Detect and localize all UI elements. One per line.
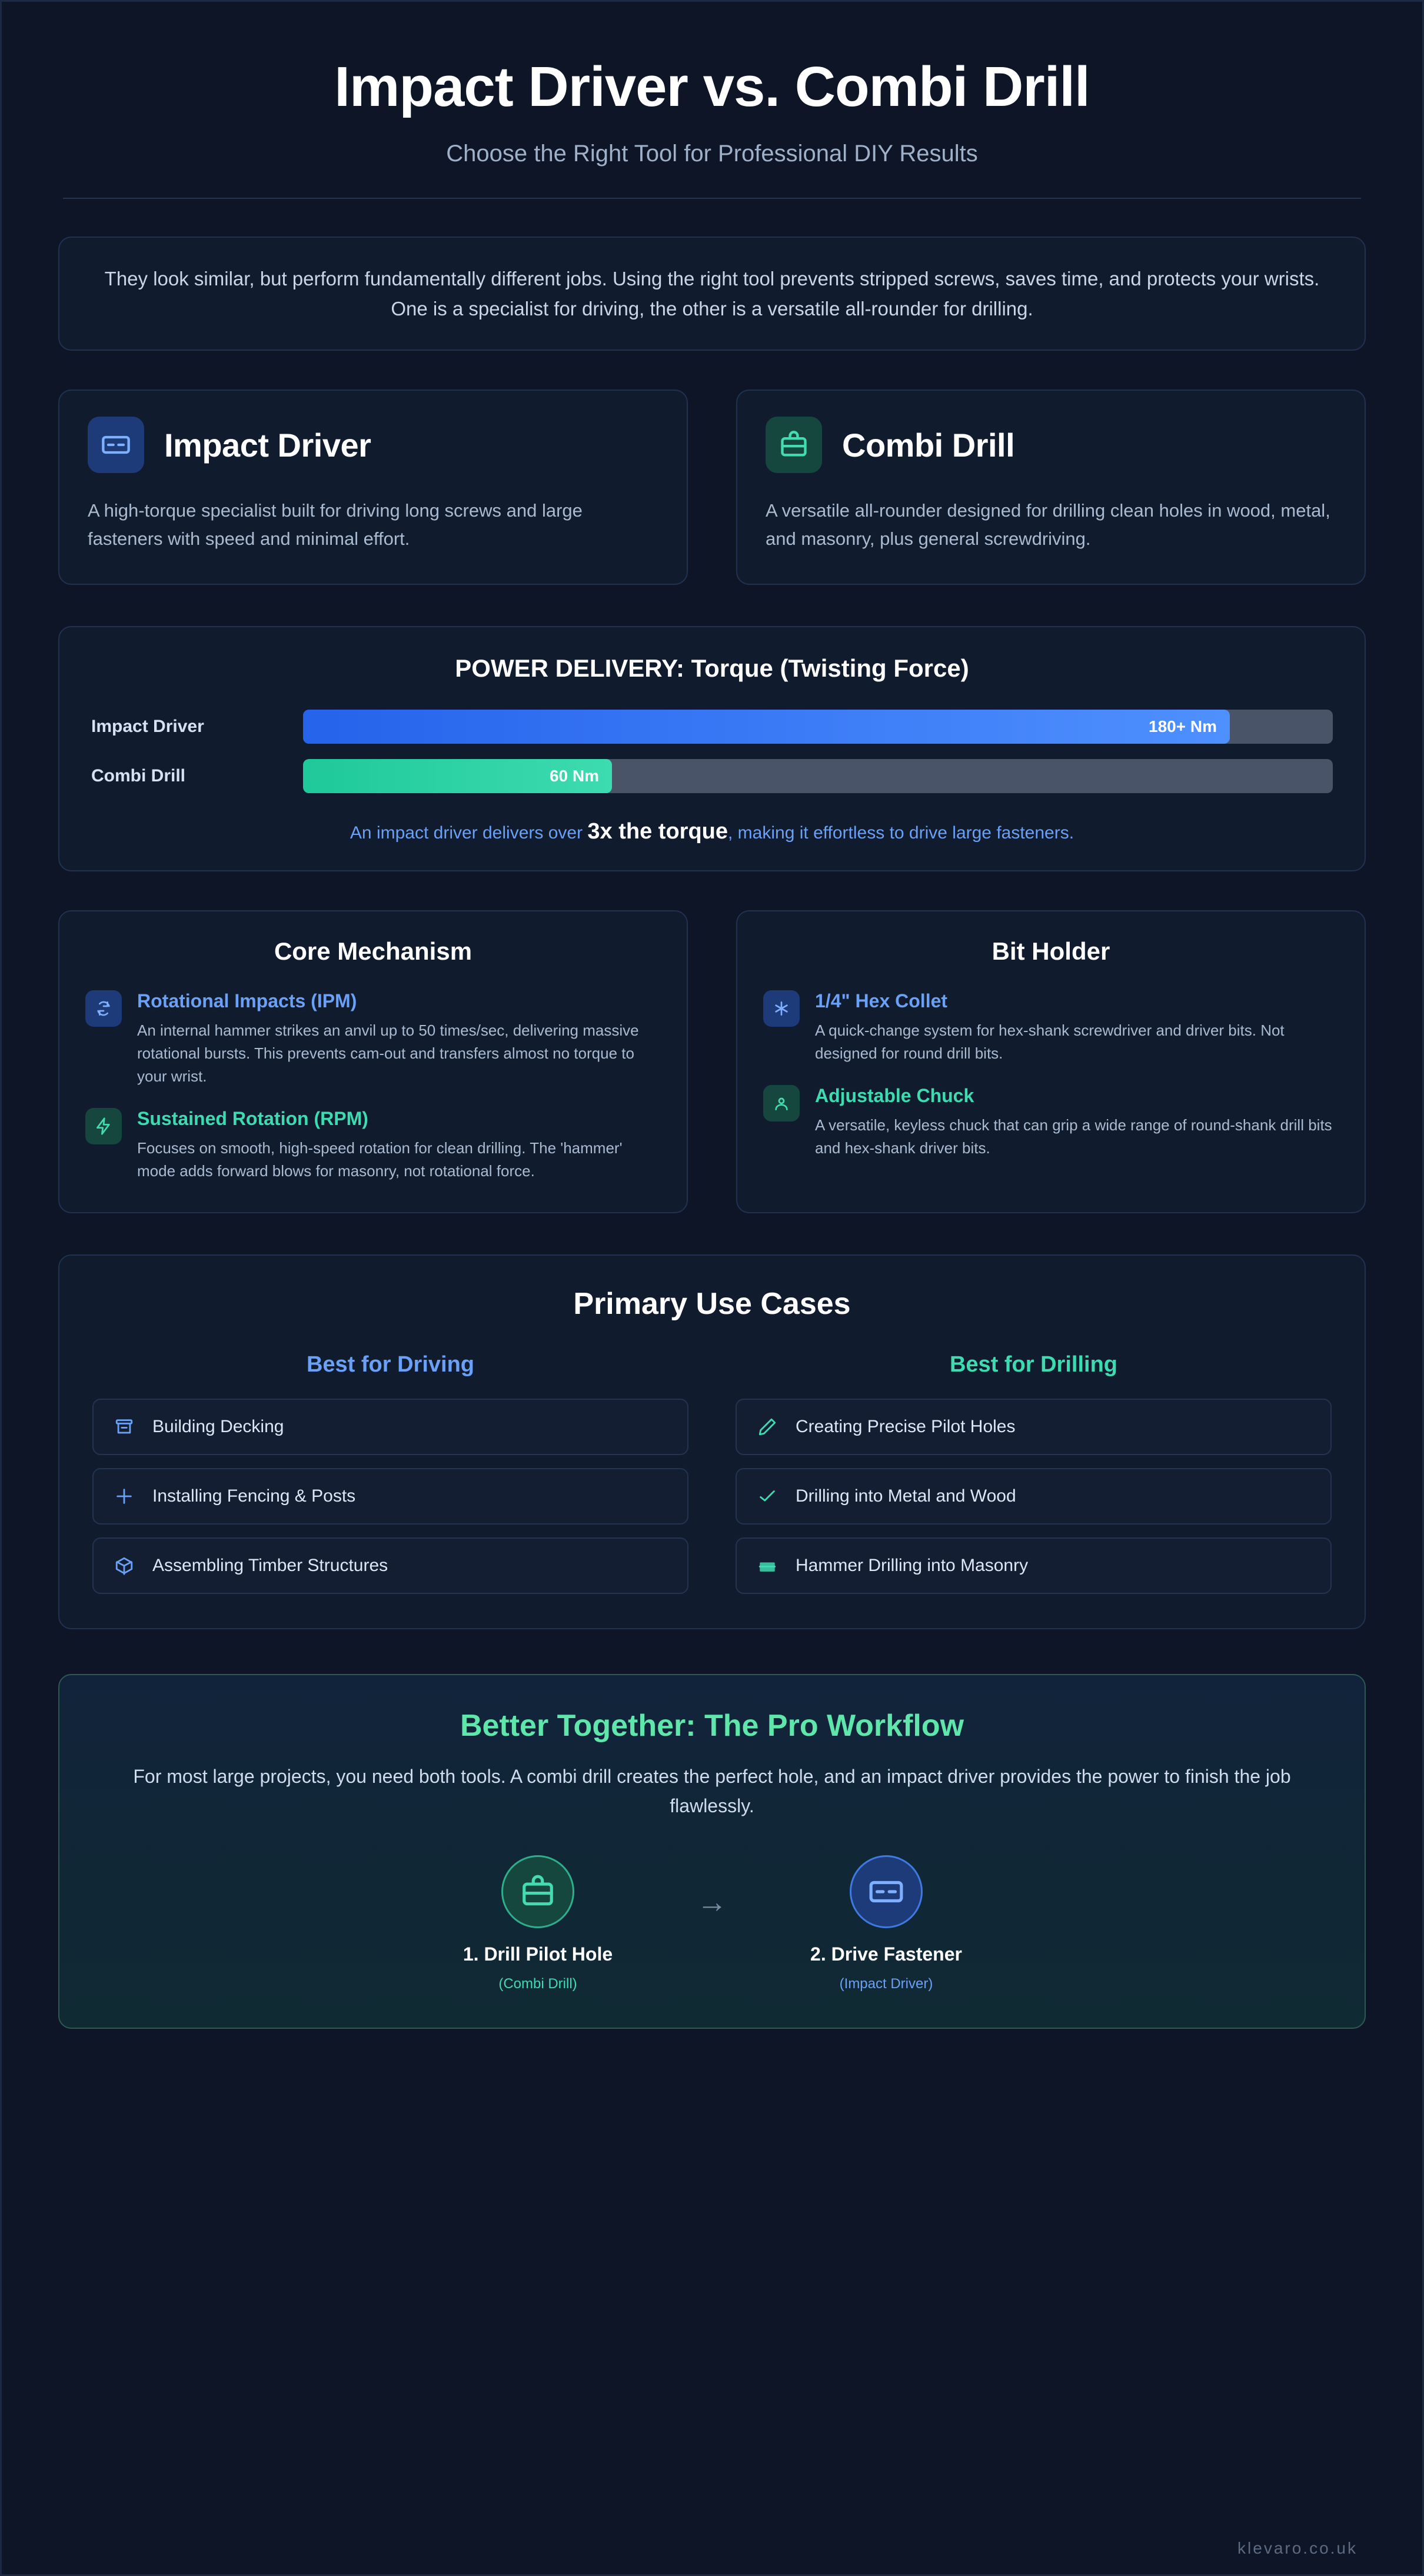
adjustable-chuck-icon <box>763 1085 800 1121</box>
workflow-text: For most large projects, you need both tools. A combi drill creates the perfect hole, and an impact driver provides the power to finish the job flawlessly. <box>133 1766 1291 1816</box>
feature-description: A versatile, keyless chuck that can grip a wide range of round-shank drill bits and hex-shank driver bits. <box>815 1116 1332 1157</box>
torque-bar-track <box>303 710 1333 744</box>
tool-cards <box>58 390 1366 585</box>
feature-title: Rotational Impacts (IPM) <box>137 990 357 1012</box>
use-case-item[interactable] <box>736 1468 1332 1525</box>
workflow-steps <box>95 1855 1329 1992</box>
feature-item <box>85 990 661 1088</box>
use-case-label: Hammer Drilling into Masonry <box>796 1556 1029 1576</box>
torque-bar-value: 180+ Nm <box>1149 717 1217 736</box>
feature-description: A quick-change system for hex-shank screwdriver and driver bits. Not designed for round drill bits. <box>815 1021 1285 1063</box>
feature-title: 1/4" Hex Collet <box>815 990 948 1012</box>
impact-driver-icon <box>850 1855 923 1928</box>
feature-item <box>85 1108 661 1183</box>
feature-description: Focuses on smooth, high-speed rotation for clean drilling. The 'hammer' mode adds forward blows for masonry, not rotational force. <box>137 1139 623 1180</box>
tool-name: Impact Driver <box>164 426 371 464</box>
workflow-arrow-icon: → <box>697 1885 727 1919</box>
use-case-label: Creating Precise Pilot Holes <box>796 1417 1016 1437</box>
decking-icon <box>111 1414 137 1440</box>
use-cases-title: Primary Use Cases <box>573 1287 851 1322</box>
torque-bar-value: 60 Nm <box>549 767 599 786</box>
torque-bar-fill <box>303 759 612 793</box>
tool-card-header <box>766 417 1336 473</box>
torque-section <box>58 626 1366 871</box>
workflow-step-tool: (Impact Driver) <box>839 1975 933 1992</box>
page-subtitle: Choose the Right Tool for Professional DIY Results <box>446 141 978 167</box>
brand-watermark: klevaro.co.uk <box>1237 2539 1358 2557</box>
tool-description: A high-torque specialist built for driving long screws and large fasteners with speed and minimal effort. <box>88 500 583 550</box>
use-case-item[interactable] <box>92 1399 688 1455</box>
rotational-impact-icon <box>85 990 122 1027</box>
workflow-step-title: 1. Drill Pilot Hole <box>463 1943 613 1965</box>
bit-holder-card <box>736 910 1366 1213</box>
fence-post-icon <box>111 1483 137 1509</box>
workflow-section <box>58 1674 1366 2028</box>
timber-box-icon <box>111 1553 137 1579</box>
tool-description: A versatile all-rounder designed for drilling clean holes in wood, metal, and masonry, plus general screwdriving. <box>766 500 1330 550</box>
torque-note-pre: An impact driver delivers over <box>350 823 588 843</box>
torque-bar-row <box>91 759 1333 793</box>
use-case-item[interactable] <box>736 1399 1332 1455</box>
intro-card <box>58 237 1366 351</box>
pencil-icon <box>754 1414 780 1440</box>
torque-bar-row <box>91 710 1333 744</box>
header <box>58 37 1366 167</box>
feature-title: Sustained Rotation (RPM) <box>137 1108 368 1130</box>
torque-title: POWER DELIVERY: Torque (Twisting Force) <box>455 654 969 683</box>
hex-collet-icon <box>763 990 800 1027</box>
torque-bar-fill <box>303 710 1230 744</box>
page-title: Impact Driver vs. Combi Drill <box>334 55 1090 118</box>
use-case-item[interactable] <box>92 1468 688 1525</box>
torque-note <box>91 819 1333 844</box>
use-cases-columns <box>92 1352 1332 1594</box>
feature-item <box>763 1085 1339 1160</box>
feature-item <box>763 990 1339 1065</box>
torque-note-strong: 3x the torque <box>587 819 728 844</box>
use-case-item[interactable] <box>92 1537 688 1594</box>
feature-title: Adjustable Chuck <box>815 1085 974 1107</box>
workflow-step-1 <box>414 1855 661 1992</box>
use-case-item[interactable] <box>736 1537 1332 1594</box>
bit-holder-title: Bit Holder <box>992 937 1110 966</box>
tool-name: Combi Drill <box>842 426 1015 464</box>
use-case-label: Drilling into Metal and Wood <box>796 1486 1016 1506</box>
tool-card-impact-driver <box>58 390 688 585</box>
workflow-step-2 <box>763 1855 1010 1992</box>
combi-drill-icon <box>766 417 822 473</box>
workflow-step-title: 2. Drive Fastener <box>810 1943 962 1965</box>
core-mechanism-title: Core Mechanism <box>274 937 473 966</box>
comparison-details <box>58 910 1366 1213</box>
masonry-icon <box>754 1553 780 1579</box>
core-mechanism-card <box>58 910 688 1213</box>
use-cases-section <box>58 1254 1366 1629</box>
workflow-title: Better Together: The Pro Workflow <box>460 1709 964 1743</box>
use-case-column-driving <box>92 1352 688 1594</box>
use-case-label: Assembling Timber Structures <box>152 1556 388 1576</box>
tool-card-header <box>88 417 658 473</box>
use-case-heading: Best for Drilling <box>949 1352 1118 1377</box>
use-case-heading: Best for Driving <box>306 1352 475 1377</box>
header-divider <box>63 198 1361 199</box>
use-case-column-drilling <box>736 1352 1332 1594</box>
torque-bar-label: Combi Drill <box>91 766 186 786</box>
drill-bit-icon <box>754 1483 780 1509</box>
torque-bar-label: Impact Driver <box>91 717 204 737</box>
intro-text: They look similar, but perform fundamentally different jobs. Using the right tool prevents stripped screws, saves time, and protects your wrists. One is a specialist for driving, the other is a versatile all-rounder for drilling. <box>104 268 1320 320</box>
feature-description: An internal hammer strikes an anvil up to 50 times/sec, delivering massive rotational bursts. This prevents cam-out and transfers almost no torque to your wrist. <box>137 1021 639 1086</box>
torque-note-post: , making it effortless to drive large fasteners. <box>728 823 1074 843</box>
workflow-step-tool: (Combi Drill) <box>498 1975 577 1992</box>
use-case-label: Building Decking <box>152 1417 284 1437</box>
torque-bar-track <box>303 759 1333 793</box>
sustained-rotation-icon <box>85 1108 122 1144</box>
combi-drill-icon <box>501 1855 574 1928</box>
use-case-label: Installing Fencing & Posts <box>152 1486 356 1506</box>
impact-driver-icon <box>88 417 144 473</box>
tool-card-combi-drill <box>736 390 1366 585</box>
